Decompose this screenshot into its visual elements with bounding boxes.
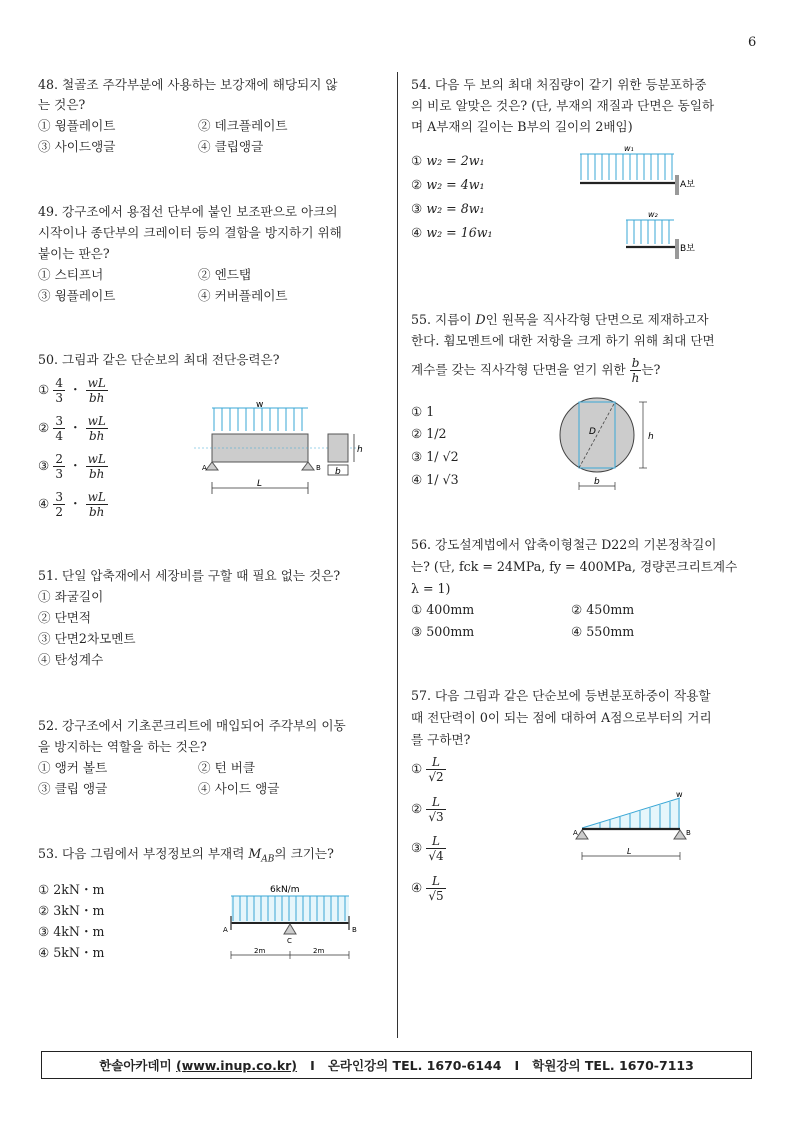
numerator: L: [426, 834, 445, 849]
q52-option-4[interactable]: ④ 사이드 앵글: [198, 781, 280, 796]
q57-option-4[interactable]: [411, 874, 446, 903]
q56-option-1[interactable]: ① 400mm: [411, 602, 475, 617]
support-b: [302, 462, 314, 470]
option-marker: ①: [411, 761, 423, 776]
q53-option-4[interactable]: ④ 5kN・m: [38, 945, 105, 960]
q54-text: 54. 다음 두 보의 최대 처짐량이 같기 위한 등분포하중: [411, 77, 707, 92]
fraction: [86, 376, 108, 405]
q55-text-3-post: 는?: [641, 362, 661, 377]
label-b: B: [352, 926, 357, 934]
q53-text-before: 53. 다음 그림에서 부정정보의 부재력: [38, 846, 249, 861]
q55-option-3[interactable]: ③ 1/ √2: [411, 449, 459, 464]
support-a: [206, 462, 218, 470]
load-label: 6kN/m: [270, 885, 300, 895]
q48-option-1[interactable]: ① 윙플레이트: [38, 118, 116, 133]
fraction: [426, 755, 445, 784]
footer-bar: [41, 1051, 752, 1079]
load-label: w: [256, 400, 264, 410]
numerator: 3: [55, 414, 63, 428]
q48-option-4[interactable]: ④ 클립앵글: [198, 139, 264, 154]
option-marker: ②: [411, 177, 423, 192]
q57-text: 57. 다음 그림과 같은 단순보에 등변분포하중이 작용할: [411, 688, 711, 703]
q53-math: M: [248, 846, 262, 861]
q49-text-3: 붙이는 판은?: [38, 246, 110, 261]
q53-text: [38, 842, 334, 872]
label-a: A보: [680, 180, 695, 190]
denominator: √2: [428, 770, 444, 784]
numerator: b: [630, 356, 642, 371]
denominator: bh: [88, 429, 105, 443]
denominator: 3: [55, 467, 63, 481]
q55-text-3-pre: 계수를 갖는 직사각형 단면을 얻기 위한: [411, 362, 630, 377]
label-a: A: [223, 926, 228, 934]
numerator: wL: [87, 414, 106, 428]
q54-option-4[interactable]: [411, 221, 493, 245]
q52-option-2[interactable]: ② 턴 버클: [198, 760, 256, 775]
denominator: 3: [55, 391, 63, 405]
numerator: L: [426, 795, 445, 810]
q56-option-2[interactable]: ② 450mm: [571, 602, 635, 617]
q54-cantilever-figure: [572, 142, 702, 262]
fraction: [53, 414, 65, 443]
denominator: √4: [428, 849, 444, 863]
numerator: 4: [55, 376, 63, 390]
fraction: [86, 490, 108, 519]
option-expr: w₂ = 16w₁: [426, 225, 493, 240]
q57-option-3[interactable]: [411, 834, 446, 863]
fraction: [53, 452, 65, 481]
footer-separator: I: [310, 1058, 315, 1073]
q50-text: 50. 그림과 같은 단순보의 최대 전단응력은?: [38, 352, 280, 367]
label-c: C: [287, 937, 292, 945]
q52-text: 52. 강구조에서 기초콘크리트에 매입되어 주각부의 이동: [38, 718, 346, 733]
denominator: bh: [88, 467, 105, 481]
load-arrows: [214, 408, 302, 431]
wall-b: [675, 239, 679, 259]
q51-option-1[interactable]: ① 좌굴길이: [38, 589, 104, 604]
diameter-label: D: [589, 427, 596, 437]
option-marker: ④: [411, 225, 423, 240]
q52-option-1[interactable]: ① 앵커 볼트: [38, 760, 108, 775]
q48-option-2[interactable]: ② 데크플레이트: [198, 118, 288, 133]
denominator: √3: [428, 810, 444, 824]
load-arrows-a: [581, 154, 672, 180]
load-a-label: w₁: [624, 144, 634, 153]
option-marker: ②: [411, 801, 423, 816]
q50-option-2[interactable]: ② $\frac{3}{4}$ ・ $\frac{wL}{bh}$: [38, 414, 106, 443]
q56-option-4[interactable]: ④ 550mm: [571, 624, 635, 639]
q51-option-3[interactable]: ③ 단면2차모멘트: [38, 631, 136, 646]
cross-section: [328, 434, 348, 462]
support-a: [576, 830, 588, 839]
option-expr: w₂ = 8w₁: [426, 201, 485, 216]
wall-a: [675, 175, 679, 195]
page-number: 6: [748, 35, 757, 50]
q48-text-2: 는 것은?: [38, 97, 86, 112]
dim-2: 2m: [313, 947, 325, 955]
q54-option-1[interactable]: [411, 149, 485, 173]
q55-text-3: [411, 356, 660, 385]
footer-academy: 한솔아카데미: [99, 1058, 172, 1073]
fraction: [53, 490, 65, 519]
fraction: [53, 376, 65, 405]
option-marker: ③: [411, 840, 423, 855]
q53-text-after: 의 크기는?: [274, 846, 334, 861]
q53-option-2[interactable]: ② 3kN・m: [38, 903, 105, 918]
span-label: L: [627, 847, 632, 856]
width-label: b: [594, 477, 600, 487]
q54-option-2[interactable]: [411, 173, 485, 197]
q55-option-1[interactable]: ① 1: [411, 404, 435, 419]
label-b: B: [686, 829, 691, 837]
numerator: wL: [87, 452, 106, 466]
q55-text-pre: 55. 지름이: [411, 312, 476, 327]
q57-option-2[interactable]: [411, 795, 446, 824]
label-a: A: [573, 829, 578, 837]
load-arrows-b: [627, 220, 669, 244]
footer-url-link[interactable]: (www.inup.co.kr): [176, 1058, 298, 1073]
q49-text-2: 시작이나 종단부의 크레이터 등의 결함을 방지하기 위해: [38, 225, 342, 240]
footer-online-tel: 온라인강의 TEL. 1670-6144: [327, 1058, 502, 1073]
q55-section-figure: [555, 397, 665, 492]
numerator: 2: [55, 452, 63, 466]
fraction: [630, 356, 642, 385]
q50-option-1[interactable]: ① $\frac{4}{3}$ ・ $\frac{wL}{bh}$: [38, 376, 106, 405]
numerator: L: [426, 755, 445, 770]
option-expr: w₂ = 4w₁: [426, 177, 485, 192]
column-divider: [397, 72, 398, 1038]
q57-text-2: 때 전단력이 0이 되는 점에 대하여 A점으로부터의 거리: [411, 710, 712, 725]
q49-option-3[interactable]: ③ 윙플레이트: [38, 288, 116, 303]
support-c: [284, 924, 296, 934]
footer-offline-tel: 학원강의 TEL. 1670-7113: [532, 1058, 694, 1073]
q49-option-1[interactable]: ① 스티프너: [38, 267, 104, 282]
q55-text-2: 한다. 휨모멘트에 대한 저항을 크게 하기 위해 최대 단면: [411, 333, 715, 348]
fraction: [426, 834, 445, 863]
q57-option-1[interactable]: [411, 755, 446, 784]
denominator: 2: [55, 505, 63, 519]
load-b-label: w₂: [648, 210, 658, 219]
q50-beam-figure: [190, 398, 370, 503]
q57-beam-figure: [570, 788, 700, 863]
q55-var-d: D: [475, 312, 486, 327]
height-label: h: [648, 432, 654, 442]
q56-text-2: 는? (단, fck = 24MPa, fy = 400MPa, 경량콘크리트계수: [411, 559, 738, 574]
q56-text: 56. 강도설계법에서 압축이형철근 D22의 기본정착길이: [411, 537, 717, 552]
q49-option-2[interactable]: ② 엔드탭: [198, 267, 252, 282]
option-marker: ④: [38, 496, 50, 511]
q52-text-2: 을 방지하는 역할을 하는 것은?: [38, 739, 207, 754]
support-b-label: B: [316, 464, 321, 472]
q49-option-4[interactable]: ④ 커버플레이트: [198, 288, 288, 303]
option-marker: ①: [38, 382, 50, 397]
q51-option-2[interactable]: ② 단면적: [38, 610, 92, 625]
option-marker: ③: [38, 458, 50, 473]
denominator: bh: [88, 391, 105, 405]
q48-option-3[interactable]: ③ 사이드앵글: [38, 139, 116, 154]
numerator: wL: [87, 490, 106, 504]
numerator: wL: [87, 376, 106, 390]
q54-text-2: 의 비로 알맞은 것은? (단, 부재의 재질과 단면은 동일하: [411, 98, 715, 113]
q50-option-4[interactable]: ④ $\frac{3}{2}$ ・ $\frac{wL}{bh}$: [38, 490, 106, 519]
q57-text-3: 를 구하면?: [411, 732, 471, 747]
load-label: w: [676, 790, 683, 799]
option-marker: ②: [38, 420, 50, 435]
q51-option-4[interactable]: ④ 탄성계수: [38, 652, 104, 667]
q56-option-3[interactable]: ③ 500mm: [411, 624, 475, 639]
q54-text-3: 며 A부재의 길이는 B부의 길이의 2배임): [411, 119, 633, 134]
q48-text: 48. 철골조 주각부분에 사용하는 보강재에 해당되지 않: [38, 77, 338, 92]
q52-option-3[interactable]: ③ 클립 앵글: [38, 781, 108, 796]
option-marker: ③: [411, 201, 423, 216]
q53-beam-figure: [218, 882, 363, 964]
q54-option-3[interactable]: [411, 197, 485, 221]
width-label: b: [335, 467, 341, 477]
dim-1: 2m: [254, 947, 266, 955]
fraction: [426, 874, 445, 903]
height-label: h: [357, 445, 363, 455]
support-b: [674, 830, 686, 839]
q56-text-3: λ = 1): [411, 581, 451, 596]
fraction: [426, 795, 445, 824]
numerator: 3: [55, 490, 63, 504]
option-marker: ①: [411, 153, 423, 168]
option-marker: ④: [411, 880, 423, 895]
q55-option-2[interactable]: ② 1/2: [411, 426, 447, 441]
q53-option-3[interactable]: ③ 4kN・m: [38, 924, 105, 939]
q53-option-1[interactable]: ① 2kN・m: [38, 882, 105, 897]
denominator: 4: [55, 429, 63, 443]
span-label: L: [257, 479, 263, 489]
denominator: h: [631, 371, 640, 385]
label-b: B보: [680, 244, 695, 254]
q55-text-post: 인 원목을 직사각형 단면으로 제재하고자: [485, 312, 709, 327]
q51-text: 51. 단일 압축재에서 세장비를 구할 때 필요 없는 것은?: [38, 568, 341, 583]
fraction: [86, 414, 108, 443]
q49-text: 49. 강구조에서 용접선 단부에 붙인 보조판으로 아크의: [38, 204, 338, 219]
q55-option-4[interactable]: ④ 1/ √3: [411, 472, 459, 487]
option-expr: w₂ = 2w₁: [426, 153, 485, 168]
support-a-label: A: [202, 464, 207, 472]
numerator: L: [426, 874, 445, 889]
q50-option-3[interactable]: ③ $\frac{2}{3}$ ・ $\frac{wL}{bh}$: [38, 452, 106, 481]
denominator: √5: [428, 889, 444, 903]
fraction: [86, 452, 108, 481]
denominator: bh: [88, 505, 105, 519]
footer-separator: I: [514, 1058, 520, 1073]
q53-math-sub: AB: [261, 854, 275, 865]
